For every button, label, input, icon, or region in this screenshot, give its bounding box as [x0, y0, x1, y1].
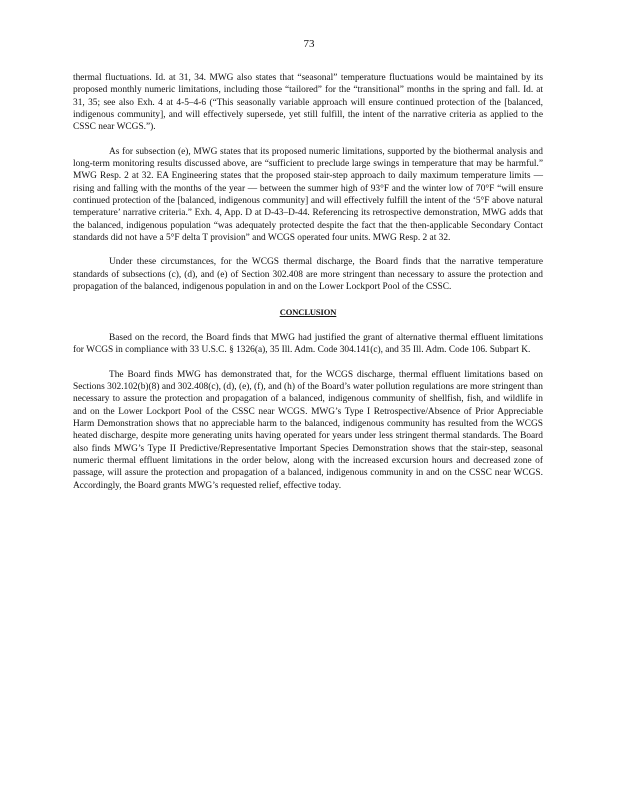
paragraph-conclusion-grant: The Board finds MWG has demonstrated that, for the WCGS discharge, thermal effluent limitations based on Sections 302.102(b)(8) and 302.408(c), (d), (e), (f), and (h) of the Board’s water pollution regulations are more stringent than necessary to assure the protection and propagation of a balanced, indigenous community of shellfish, fish, and wildlife in and on the Lower Lockport Pool of the CSSC near WCGS. MWG’s Type I Retrospective/Absence of Prior Appreciable Harm Demonstration shows that no appreciable harm to the balanced, indigenous community has resulted from the WCGS heated discharge, despite more generating units having operated for years under less stringent thermal standards. The Board also finds MWG’s Type II Predictive/Representative Important Species Demonstration shows that the stair-step, seasonal numeric thermal effluent limitations in the order below, along with the increased excursion hours and decreased zone of passage, will assure the protection and propagation of a balanced, indigenous community in and on the CSSC near WCGS. Accordingly, the Board grants MWG’s requested relief, effective today.	[73, 369, 543, 491]
paragraph-subsection-e: As for subsection (e), MWG states that its proposed numeric limitations, supported by the biothermal analysis and long-term monitoring results discussed above, are “sufficient to preclude large swings in temperature that may be harmful.” MWG Resp. 2 at 32. EA Engineering states that the proposed stair-step approach to daily maximum temperature limits — rising and falling with the months of the year — between the summer high of 93°F and the winter low of 70°F “will ensure continued protection of the [balanced, indigenous community] and will effectively fulfill the intent of the ‘5°F above natural temperature’ narrative criteria.” Exh. 4, App. D at D-43–D-44. Referencing its retrospective demonstration, MWG adds that the balanced, indigenous population “was adequately protected despite the fact that the then-applicable Secondary Contact standards did not have a 5°F delta T provision” and WCGS operated four units. MWG Resp. 2 at 32.	[73, 146, 543, 244]
paragraph-conclusion-record: Based on the record, the Board finds that MWG had justified the grant of alternative thermal effluent limitations for WCGS in compliance with 33 U.S.C. § 1326(a), 35 Ill. Adm. Code 304.141(c), and 35 Ill. Adm. Code 106. Subpart K.	[73, 332, 543, 356]
section-heading: CONCLUSION	[279, 306, 337, 317]
page-number: 73	[303, 38, 315, 50]
paragraph-board-finding: Under these circumstances, for the WCGS thermal discharge, the Board finds that the narrative temperature standards of subsections (c), (d), and (e) of Section 302.408 are more stringent than necessary to assure the protection and propagation of the balanced, indigenous population in and on the Lower Lockport Pool of the CSSC.	[73, 257, 543, 293]
document-body	[73, 72, 543, 504]
paragraph-thermal-fluctuations: thermal fluctuations. Id. at 31, 34. MWG also states that “seasonal” temperature fluctuations would be maintained by its proposed monthly numeric limitations, including those “tailored” for the “transitional” months in the spring and fall. Id. at 31, 35; see also Exh. 4 at 4-5–4-6 (“This seasonally variable approach will ensure continued protection of the [balanced, indigenous community], and will effectively supersede, yet still fulfill, the intent of the narrative criteria as applied to the CSSC near WCGS.”).	[73, 73, 543, 133]
